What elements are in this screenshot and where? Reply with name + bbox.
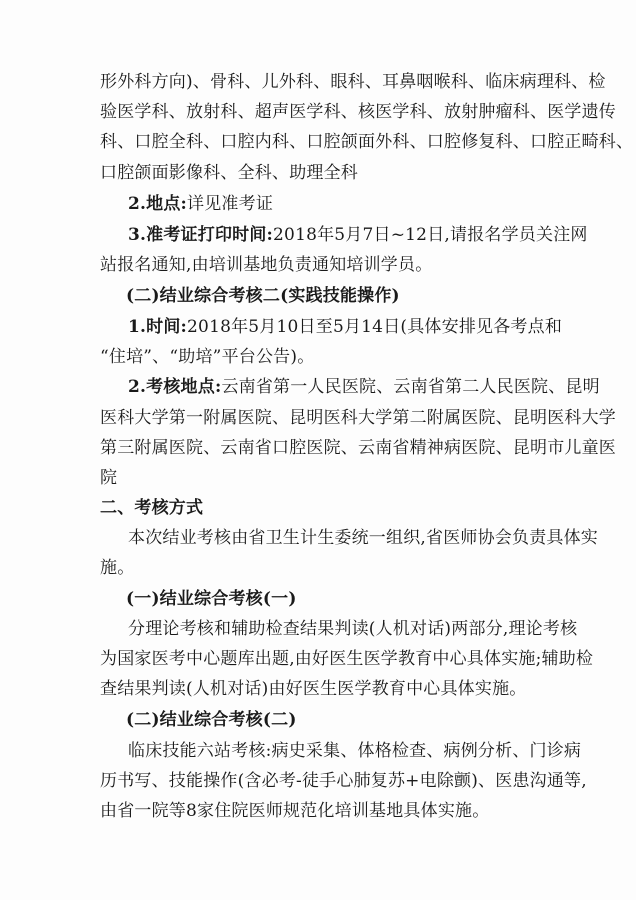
exam-location-label: 2.考核地点: xyxy=(128,377,222,397)
exam1-paragraph-line-1: 分理论考核和辅助检查结果判读(人机对话)两部分,理论考核 xyxy=(128,619,578,639)
method-paragraph-line-2: 施。 xyxy=(100,558,135,578)
location-item xyxy=(128,193,598,215)
exam2-paragraph-line-3: 由省一院等8家住院医师规范化培训基地具体实施。 xyxy=(100,801,490,821)
continuation-line-1: 形外科方向)、骨科、儿外科、眼科、耳鼻咽喉科、临床病理科、检 xyxy=(100,72,606,92)
exam2-paragraph-line-2: 历书写、技能操作(含必考-徒手心肺复苏+电除颤)、医患沟通等, xyxy=(100,771,587,791)
print-time-item xyxy=(128,224,598,246)
exam-location-line-3: 第三附属医院、云南省口腔医院、云南省精神病医院、昆明市儿童医 xyxy=(100,438,616,458)
print-time-text: 2018年5月7日~12日,请报名学员关注网 xyxy=(273,225,588,245)
exam1-title: (一)结业综合考核(一) xyxy=(126,589,297,609)
exam-location-item xyxy=(128,376,598,398)
exam1-paragraph-line-2: 为国家医考中心题库出题,由好医生医学教育中心具体实施;辅助检 xyxy=(100,649,594,669)
exam-location-line-4: 院 xyxy=(100,468,118,488)
method-heading: 二、考核方式 xyxy=(100,498,204,518)
location-label: 2.地点: xyxy=(128,194,188,214)
exam1-paragraph-line-3: 查结果判读(人机对话)由好医生医学教育中心具体实施。 xyxy=(100,679,527,699)
section-b-title: (二)结业综合考核二(实践技能操作) xyxy=(126,286,400,306)
exam-location-line-2: 医科大学第一附属医院、昆明医科大学第二附属医院、昆明医科大学 xyxy=(100,408,616,428)
exam2-paragraph-line-1: 临床技能六站考核:病史采集、体格检查、病例分析、门诊病 xyxy=(128,741,582,761)
time-text: 2018年5月10日至5月14日(具体安排见各考点和 xyxy=(187,317,563,337)
time-text-line-2: “住培”、“助培”平台公告)。 xyxy=(100,347,315,367)
time-item xyxy=(128,316,598,338)
print-time-label: 3.准考证打印时间: xyxy=(128,225,274,245)
continuation-line-3: 科、口腔全科、口腔内科、口腔颌面外科、口腔修复科、口腔正畸科、 xyxy=(100,132,634,152)
exam-location-text: 云南省第一人民医院、云南省第二人民医院、昆明 xyxy=(221,377,600,397)
time-label: 1.时间: xyxy=(128,317,188,337)
print-time-text-line-2: 站报名通知,由培训基地负责通知培训学员。 xyxy=(100,255,433,275)
exam2-title: (二)结业综合考核(二) xyxy=(126,710,297,730)
continuation-line-2: 验医学科、放射科、超声医学科、核医学科、放射肿瘤科、医学遗传 xyxy=(100,102,616,122)
continuation-line-4: 口腔颌面影像科、全科、助理全科 xyxy=(100,163,358,183)
location-text: 详见准考证 xyxy=(187,194,274,214)
method-paragraph-line-1: 本次结业考核由省卫生计生委统一组织,省医师协会负责具体实 xyxy=(128,528,599,548)
